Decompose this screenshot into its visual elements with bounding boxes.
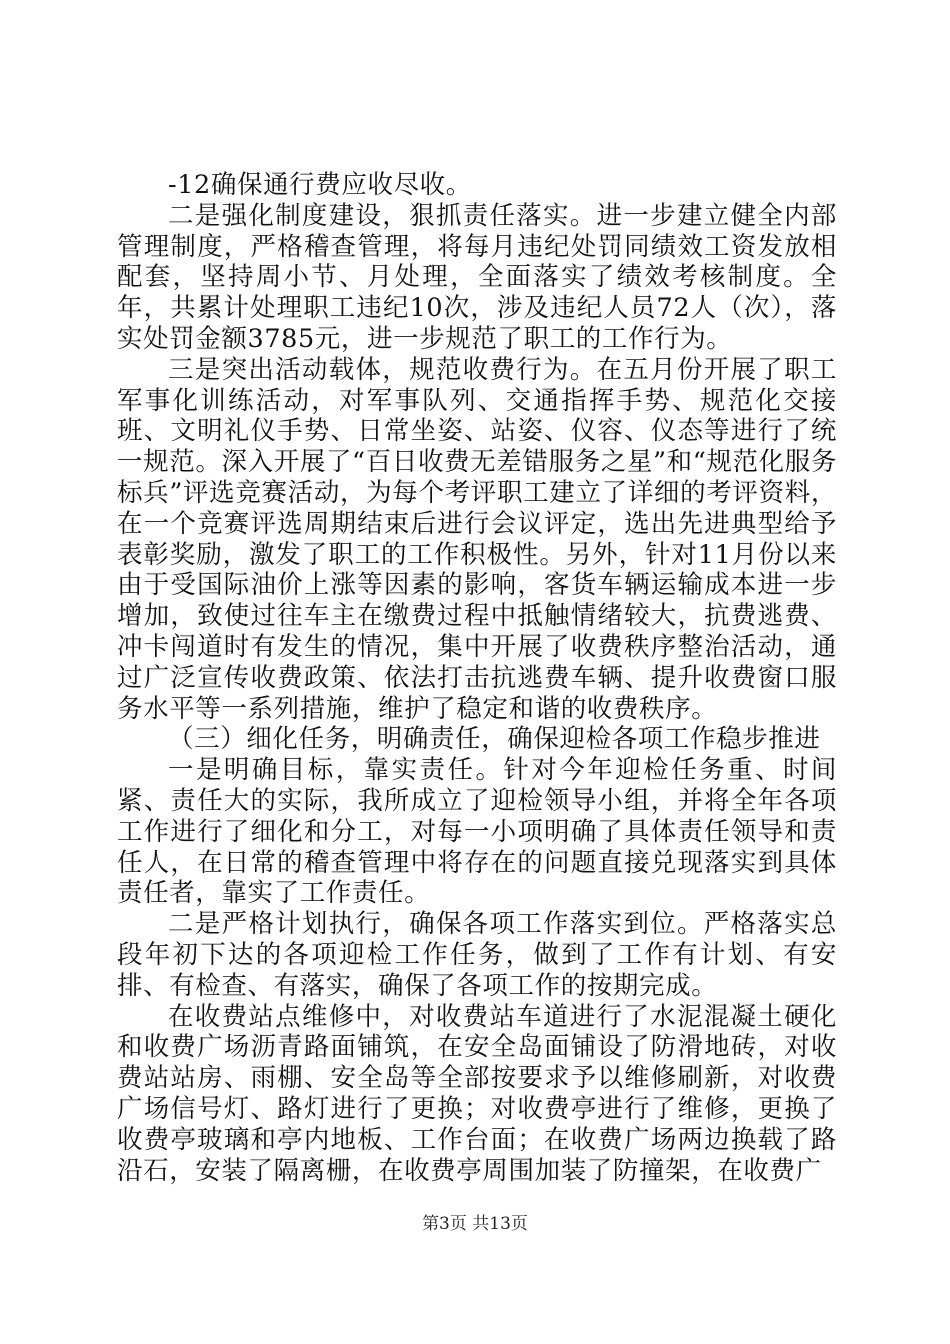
paragraph-activity-carrier: 三是突出活动载体，规范收费行为。在五月份开展了职工军事化训练活动，对军事队列、交通指挥手势、规范化交接班、文明礼仪手势、日常坐姿、站姿、仪容、仪态等进行了统一规范。深入开展了“百日收费无差错服务之星”和“规范化服务标兵”评选竞赛活动，为每个考评职工建立了详细的考评资料，在一个竞赛评选周期结束后进行会议评定，选出先进典型给予表彰奖励，激发了职工的工作积极性。另外，针对11月份以来由于受国际油价上涨等因素的影响，客货车辆运输成本进一步增加，致使过往车主在缴费过程中抵触情绪较大，抗费逃费、冲卡闯道时有发生的情况，集中开展了收费秩序整治活动，通过广泛宣传收费政策、依法打击抗逃费车辆、提升收费窗口服务水平等一系列措施，维护了稳定和谐的收费秩序。 [117, 354, 837, 724]
paragraph-continuation: -12确保通行费应收尽收。 [168, 170, 472, 200]
section-heading: （三）细化任务，明确责任，确保迎检各项工作稳步推进 [168, 724, 821, 755]
paragraph-station-maintenance: 在收费站点维修中，对收费站车道进行了水泥混凝土硬化和收费广场沥青路面铺筑，在安全岛面铺设了防滑地砖，对收费站站房、雨棚、安全岛等全部按要求予以维修刷新，对收费广场信号灯、路灯进行了更换；对收费亭进行了维修，更换了收费亭玻璃和亭内地板、工作台面；在收费广场两边换载了路沿石，安装了隔离栅，在收费亭周围加装了防撞架，在收费广 [117, 1001, 837, 1186]
paragraph-system-building: 二是强化制度建设，狠抓责任落实。进一步建立健全内部管理制度，严格稽查管理，将每月违纪处罚同绩效工资发放相配套，坚持周小节、月处理，全面落实了绩效考核制度。全年，共累计处理职工违纪10次，涉及违纪人员72人（次），落实处罚金额3785元，进一步规范了职工的工作行为。 [117, 200, 837, 354]
document-body [117, 170, 837, 1186]
paragraph-clear-goals: 一是明确目标，靠实责任。针对今年迎检任务重、时间紧、责任大的实际，我所成立了迎检领导小组，并将全年各项工作进行了细化和分工，对每一小项明确了具体责任领导和责任人，在日常的稽查管理中将存在的问题直接兑现落实到具体责任者，靠实了工作责任。 [117, 755, 837, 909]
page-footer: 第3页 共13页 [422, 1214, 528, 1234]
paragraph-plan-execution: 二是严格计划执行，确保各项工作落实到位。严格落实总段年初下达的各项迎检工作任务，做到了工作有计划、有安排、有检查、有落实，确保了各项工作的按期完成。 [117, 909, 837, 1001]
